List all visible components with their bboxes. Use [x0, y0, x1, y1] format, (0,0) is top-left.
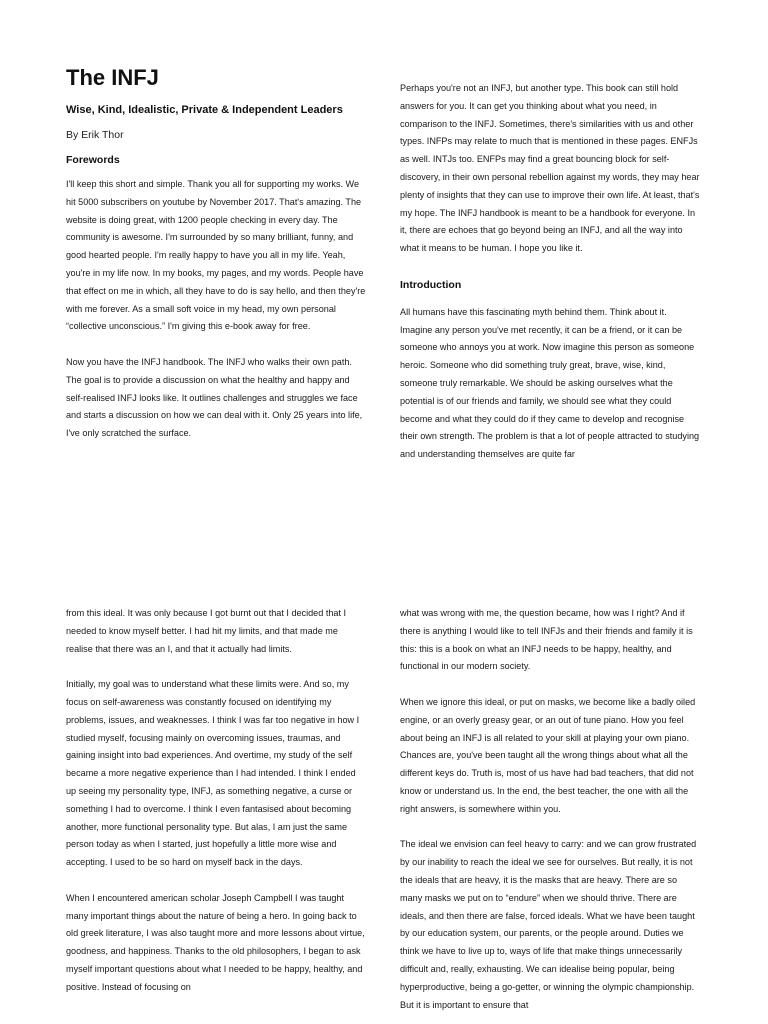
page-1-left-column — [66, 176, 366, 443]
forewords-heading: Forewords — [66, 154, 120, 166]
introduction-paragraph: The ideal we envision can feel heavy to carry: and we can grow frustrated by our inability to reach the ideal we see for ourselves. But really, it is not the ideals that are heavy, it is the masks that are heavy. There are so many masks we put on to “endure” when we should thrive. There are ideals, and then there are false, forced ideals. What we have been taught by our education system, our parents, or the people around. Duties we think we have to live up to, ways of life that make things unnecessarily difficult and, really, exhausting. We can idealise being popular, being hyperproductive, being a go-getter, or winning the olympic championship. But it is important to ensure that — [400, 839, 697, 1010]
author-byline: By Erik Thor — [66, 129, 124, 141]
page-2-right-column — [400, 605, 700, 1014]
introduction-paragraph: Initially, my goal was to understand what these limits were. And so, my focus on self-awareness was constantly focused on identifying my problems, issues, and weaknesses. I think I was far too negative in how I studied myself, focusing mainly on overcoming issues, traumas, and gaining insight into bad experiences. And overtime, my study of the self became a more negative experience than I had intended. I think I ended up seeing my personality type, INFJ, as something negative, a curse or something I had to overcome. I think I even fantasised about becoming another, more functional personality type. But alas, I am just the same person today as when I started, just hopefully a little more wise and accepting. I used to be so hard on myself back in the days. — [66, 679, 360, 868]
introduction-paragraph: from this ideal. It was only because I got burnt out that I decided that I needed to know myself better. I had hit my limits, and that made me realise that there was an I, and that it actually had limits. — [66, 608, 347, 654]
document-subtitle: Wise, Kind, Idealistic, Private & Independent Leaders — [66, 104, 343, 116]
introduction-paragraph: When we ignore this ideal, or put on masks, we become like a badly oiled engine, or an overly greasy gear, or an out of tune piano. How you feel about being an INFJ is all related to your skill at playing your own piano. Chances are, you've been taught all the wrong things about what all the different keys do. Truth is, most of us have had bad teachers, that did not know or understand us. In the end, the best teacher, the one with all the right answers, is somewhere within you. — [400, 696, 696, 814]
page-2-left-column — [66, 605, 366, 997]
forewords-paragraph: Perhaps you're not an INFJ, but another type. This book can still hold answers for you. It can get you thinking about what you need, in comparison to the INFJ. Sometimes, there's similarities with us and other types. INFPs may relate to much that is mentioned in these pages. ENFJs as well. INTJs too. ENFPs may find a great bouncing block for self-discovery, in their own personal rebellion against my words, they may hear plenty of insights that they can use to improve their own life. At least, that's my hope. The INFJ handbook is meant to be a handbook for everyone. In it, there are echoes that go beyond being an INFJ, and all the way into what it means to be human. I hope you like it. — [400, 83, 700, 254]
forewords-paragraph: Now you have the INFJ handbook. The INFJ who walks their own path. The goal is to provide a discussion on what the healthy and happy and self-realised INFJ looks like. It outlines challenges and struggles we face and starts a discussion on how we can deal with it. Only 25 years into life, I've only scratched the surface. — [66, 356, 363, 439]
document-title: The INFJ — [66, 65, 159, 90]
introduction-paragraph: When I encountered american scholar Joseph Campbell I was taught many important things about the nature of being a hero. In going back to old greek literature, I was also taught more and more lessons about virtue, goodness, and happiness. Thanks to the old philosophers, I began to ask myself important questions about what I needed to be happy, healthy, and positive. Instead of focusing on — [66, 892, 365, 992]
forewords-paragraph: I'll keep this short and simple. Thank you all for supporting my works. We hit 5000 subscribers on youtube by November 2017. That's amazing. The website is doing great, with 1200 people checking in every day. The community is awesome. I'm surrounded by so many brilliant, funny, and good hearted people. I'm really happy to have you all in my life. Yeah, you're in my life now. In my books, my pages, and my words. People have that effect on me in which, all they have to do is say hello, and then they're with me forever. As a small soft voice in my head, my own personal “collective unconscious.” I'm giving this e-book away for free. — [66, 179, 366, 332]
introduction-paragraph: what was wrong with me, the question became, how was I right? And if there is anything I would like to tell INFJs and their friends and family it is this: this is a book on what an INFJ needs to be happy, healthy, and functional in our modern society. — [400, 608, 693, 672]
introduction-heading: Introduction — [400, 278, 462, 291]
page-1-right-column — [400, 80, 700, 464]
introduction-paragraph: All humans have this fascinating myth behind them. Think about it. Imagine any person you've met recently, it can be a friend, or it can be someone who annoys you at work. Now imagine this person as someone heroic. Someone who did something truly great, brave, wise, kind, someone truly remarkable. We should be asking ourselves what the potential is of our friends and family, we should see what they could become and what they could do if they came to develop and recognise their own strength. The problem is that a lot of people attracted to studying and understanding themselves are quite far — [400, 306, 700, 460]
